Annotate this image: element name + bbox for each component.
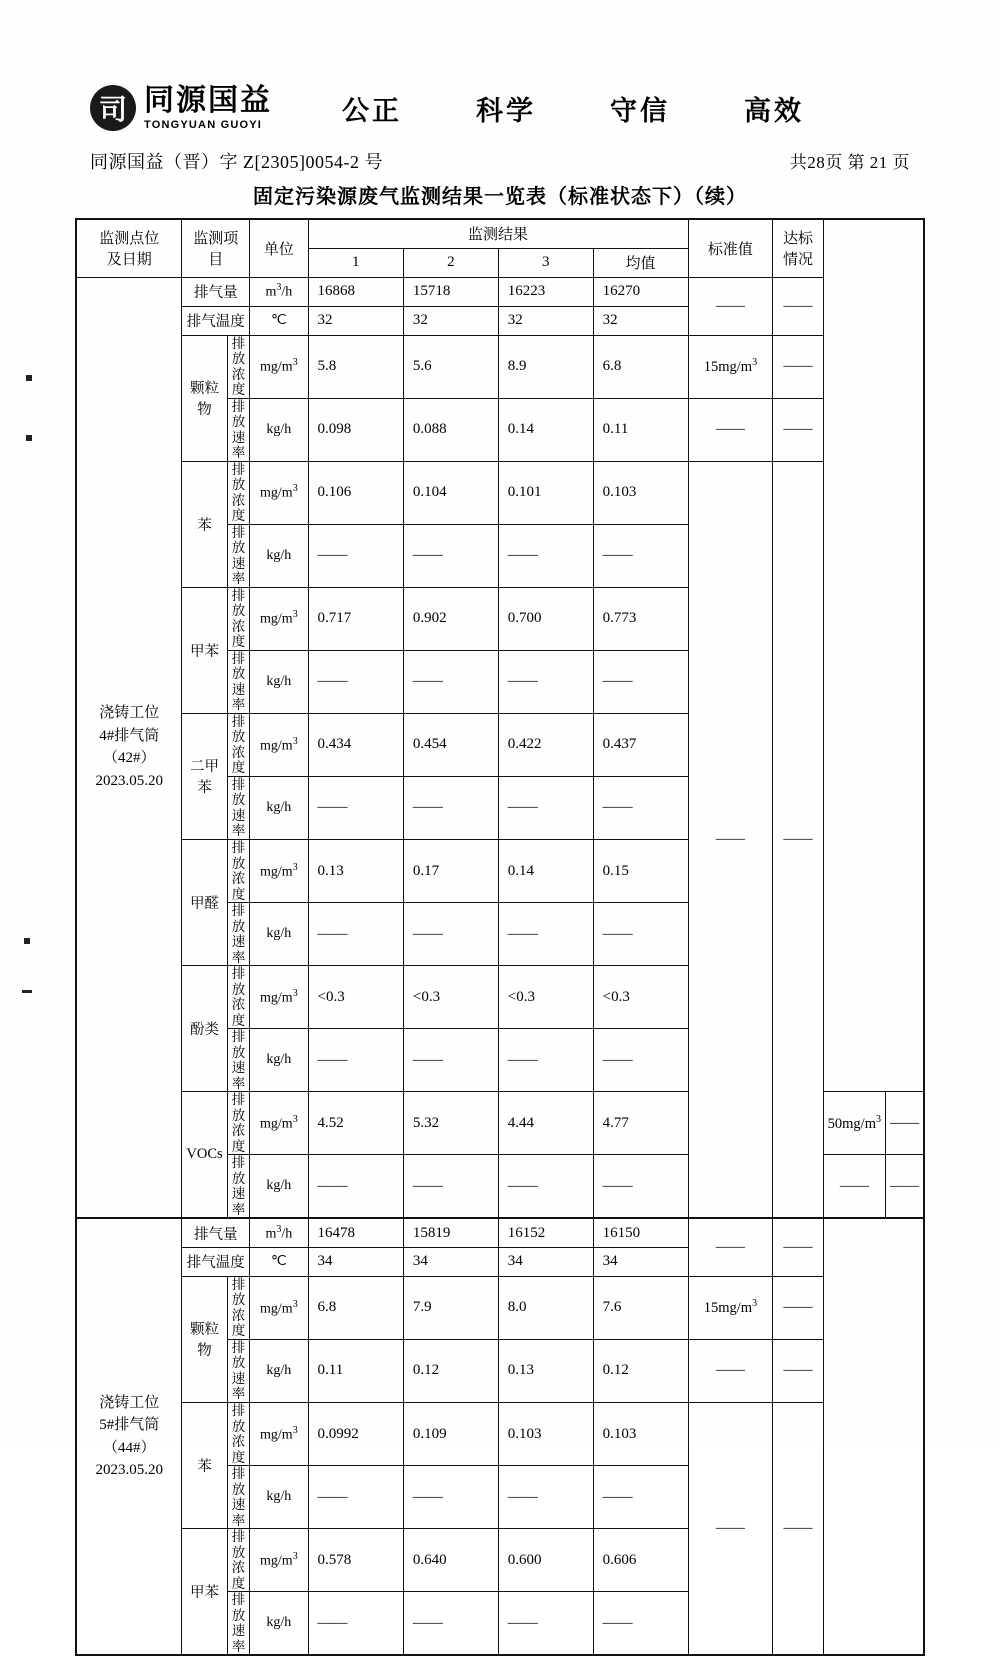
result-value: ——	[498, 776, 593, 839]
result-value: ——	[308, 524, 403, 587]
item-name: 甲苯	[182, 1529, 227, 1656]
result-value: 32	[308, 306, 403, 335]
result-value: <0.3	[498, 966, 593, 1029]
result-value: ——	[403, 1029, 498, 1092]
result-value: ——	[403, 1466, 498, 1529]
item-subtype: 排放 速率	[227, 1155, 250, 1219]
result-value: ——	[593, 1592, 688, 1656]
item-subtype: 排放 浓度	[227, 1403, 250, 1466]
result-value: 4.44	[498, 1092, 593, 1155]
item-subtype: 排放 速率	[227, 1592, 250, 1656]
item-name: 甲醛	[182, 840, 227, 966]
unit-cell: kg/h	[250, 903, 308, 966]
result-value: ——	[308, 1466, 403, 1529]
result-value: ——	[498, 1466, 593, 1529]
header-results: 监测结果	[308, 219, 688, 248]
item-subtype: 排放 速率	[227, 650, 250, 713]
unit-cell: $m^3/h$	[250, 277, 308, 306]
result-value: ——	[308, 650, 403, 713]
result-value: 0.104	[403, 461, 498, 524]
result-value: ——	[403, 776, 498, 839]
item-name: VOCs	[182, 1092, 227, 1219]
item-subtype: 排放 速率	[227, 1029, 250, 1092]
result-value: 32	[593, 306, 688, 335]
result-value: ——	[308, 776, 403, 839]
unit-cell: kg/h	[250, 398, 308, 461]
result-value: 8.9	[498, 335, 593, 398]
compliance-value: ——	[773, 1403, 823, 1656]
circle-logo-icon: 司	[90, 85, 136, 131]
result-value: ——	[403, 650, 498, 713]
unit-cell: $mg/m^3$	[250, 966, 308, 1029]
result-value: 0.13	[498, 1339, 593, 1402]
result-value: ——	[498, 1029, 593, 1092]
item-name: 排气量	[182, 277, 250, 306]
item-subtype: 排放 速率	[227, 903, 250, 966]
standard-value: ——	[688, 1403, 773, 1656]
header-site-date: 监测点位 及日期	[76, 219, 182, 277]
result-value: 0.12	[593, 1339, 688, 1402]
result-value: ——	[403, 1155, 498, 1219]
result-value: ——	[308, 1029, 403, 1092]
result-value: 0.600	[498, 1529, 593, 1592]
compliance-value: ——	[886, 1155, 925, 1219]
item-name: 颗粒物	[182, 335, 227, 461]
result-value: ——	[498, 1155, 593, 1219]
result-value: ——	[498, 903, 593, 966]
scan-artifact	[22, 990, 32, 993]
site-date-cell: 浇铸工位 4#排气筒 （42#） 2023.05.20	[76, 277, 182, 1218]
result-value: 34	[308, 1247, 403, 1276]
result-value: ——	[593, 1155, 688, 1219]
result-value: 0.11	[593, 398, 688, 461]
page-number: 共28页 第 21 页	[789, 153, 910, 172]
result-value: 4.77	[593, 1092, 688, 1155]
unit-cell: $m^3/h$	[250, 1218, 308, 1247]
result-value: 34	[403, 1247, 498, 1276]
result-value: 0.578	[308, 1529, 403, 1592]
header-unit: 单位	[250, 219, 308, 277]
unit-cell: $mg/m^3$	[250, 587, 308, 650]
document-meta-line	[90, 148, 910, 174]
result-value: ——	[403, 524, 498, 587]
header-result-3: 3	[498, 248, 593, 277]
result-value: 0.454	[403, 713, 498, 776]
unit-cell: kg/h	[250, 1155, 308, 1219]
item-subtype: 排放 浓度	[227, 461, 250, 524]
standard-value: ——	[688, 1339, 773, 1402]
table-row	[76, 335, 924, 398]
result-value: 16478	[308, 1218, 403, 1247]
result-value: 0.17	[403, 840, 498, 903]
standard-value: ——	[688, 277, 773, 335]
page-title: 固定污染源废气监测结果一览表（标准状态下）（续）	[253, 186, 747, 208]
result-value: ——	[403, 903, 498, 966]
result-value: ——	[593, 524, 688, 587]
unit-cell: $mg/m^3$	[250, 1403, 308, 1466]
scan-artifact	[26, 375, 32, 381]
result-value: 0.103	[593, 461, 688, 524]
item-name: 排气温度	[182, 306, 250, 335]
item-name: 苯	[182, 461, 227, 587]
result-value: 0.606	[593, 1529, 688, 1592]
item-subtype: 排放 速率	[227, 398, 250, 461]
result-value: 0.11	[308, 1339, 403, 1402]
slogan-group	[342, 89, 804, 128]
result-value: 0.088	[403, 398, 498, 461]
unit-cell: $mg/m^3$	[250, 1276, 308, 1339]
result-value: ——	[498, 524, 593, 587]
table-row	[76, 461, 924, 524]
result-value: 32	[498, 306, 593, 335]
result-value: 16150	[593, 1218, 688, 1247]
result-value: ——	[593, 650, 688, 713]
unit-cell: $mg/m^3$	[250, 1092, 308, 1155]
standard-value: $15mg/m^3$	[688, 1276, 773, 1339]
company-logo	[90, 85, 272, 131]
result-value: 4.52	[308, 1092, 403, 1155]
item-name: 排气量	[182, 1218, 250, 1247]
result-value: 16223	[498, 277, 593, 306]
unit-cell: $mg/m^3$	[250, 713, 308, 776]
result-value: 16868	[308, 277, 403, 306]
result-value: 7.9	[403, 1276, 498, 1339]
result-value: 32	[403, 306, 498, 335]
header-item: 监测项目	[182, 219, 250, 277]
result-value: 0.422	[498, 713, 593, 776]
item-subtype: 排放 浓度	[227, 713, 250, 776]
unit-cell: kg/h	[250, 524, 308, 587]
result-value: 0.717	[308, 587, 403, 650]
compliance-value: ——	[773, 461, 823, 1218]
result-value: 5.32	[403, 1092, 498, 1155]
result-value: 34	[593, 1247, 688, 1276]
unit-cell: $mg/m^3$	[250, 840, 308, 903]
unit-cell: kg/h	[250, 1029, 308, 1092]
unit-cell: kg/h	[250, 650, 308, 713]
item-subtype: 排放 速率	[227, 524, 250, 587]
result-value: 0.103	[593, 1403, 688, 1466]
table-row	[76, 1218, 924, 1247]
header-result-2: 2	[403, 248, 498, 277]
standard-value: $50mg/m^3$	[823, 1092, 885, 1155]
header-compliance: 达标 情况	[773, 219, 823, 277]
item-name: 二甲苯	[182, 713, 227, 839]
unit-cell: $mg/m^3$	[250, 1529, 308, 1592]
item-subtype: 排放 浓度	[227, 587, 250, 650]
table-header-row	[76, 219, 924, 248]
result-value: 0.434	[308, 713, 403, 776]
result-value: 16270	[593, 277, 688, 306]
result-value: ——	[403, 1592, 498, 1656]
item-subtype: 排放 浓度	[227, 335, 250, 398]
compliance-value: ——	[773, 335, 823, 398]
compliance-value: ——	[773, 1276, 823, 1339]
result-value: ——	[308, 1155, 403, 1219]
result-value: 0.106	[308, 461, 403, 524]
slogan-word-2: 科学	[476, 95, 536, 126]
standard-value: ——	[688, 1218, 773, 1276]
result-value: 0.773	[593, 587, 688, 650]
item-subtype: 排放 浓度	[227, 1092, 250, 1155]
unit-cell: kg/h	[250, 1466, 308, 1529]
unit-cell: $mg/m^3$	[250, 461, 308, 524]
result-value: 0.14	[498, 398, 593, 461]
slogan-word-1: 公正	[342, 95, 402, 126]
result-value: 7.6	[593, 1276, 688, 1339]
result-value: ——	[498, 1592, 593, 1656]
item-subtype: 排放 速率	[227, 1339, 250, 1402]
result-value: 8.0	[498, 1276, 593, 1339]
scan-artifact	[26, 435, 32, 441]
compliance-value: ——	[773, 277, 823, 335]
result-value: 0.902	[403, 587, 498, 650]
result-value: 15819	[403, 1218, 498, 1247]
table-body	[76, 219, 924, 1655]
result-value: ——	[593, 903, 688, 966]
unit-cell: ℃	[250, 1247, 308, 1276]
header-result-4: 均值	[593, 248, 688, 277]
result-value: 0.437	[593, 713, 688, 776]
result-value: 0.13	[308, 840, 403, 903]
document-number: 同源国益（晋）字 Z[2305]0054-2 号	[90, 152, 383, 172]
item-subtype: 排放 速率	[227, 1466, 250, 1529]
item-name: 颗粒物	[182, 1276, 227, 1402]
document-header	[90, 78, 910, 138]
unit-cell: $mg/m^3$	[250, 335, 308, 398]
result-value: 5.8	[308, 335, 403, 398]
result-value: ——	[593, 776, 688, 839]
result-value: <0.3	[308, 966, 403, 1029]
result-value: 34	[498, 1247, 593, 1276]
slogan-word-3: 守信	[610, 95, 670, 126]
result-value: 16152	[498, 1218, 593, 1247]
header-result-1: 1	[308, 248, 403, 277]
result-value: 6.8	[308, 1276, 403, 1339]
result-value: 0.700	[498, 587, 593, 650]
result-value: ——	[308, 903, 403, 966]
item-subtype: 排放 速率	[227, 776, 250, 839]
result-value: 0.0992	[308, 1403, 403, 1466]
site-date-cell: 浇铸工位 5#排气筒 （44#） 2023.05.20	[76, 1218, 182, 1655]
item-subtype: 排放 浓度	[227, 840, 250, 903]
scan-artifact	[24, 938, 30, 944]
result-value: 0.12	[403, 1339, 498, 1402]
unit-cell: kg/h	[250, 776, 308, 839]
result-value: ——	[308, 1592, 403, 1656]
result-value: 0.640	[403, 1529, 498, 1592]
unit-cell: kg/h	[250, 1592, 308, 1656]
result-value: ——	[593, 1466, 688, 1529]
standard-value: $15mg/m^3$	[688, 335, 773, 398]
item-subtype: 排放 浓度	[227, 966, 250, 1029]
table-row	[76, 277, 924, 306]
item-name: 甲苯	[182, 587, 227, 713]
result-value: <0.3	[593, 966, 688, 1029]
monitoring-results-table	[75, 218, 925, 1656]
compliance-value: ——	[773, 1218, 823, 1276]
result-value: <0.3	[403, 966, 498, 1029]
result-value: 0.109	[403, 1403, 498, 1466]
result-value: ——	[593, 1029, 688, 1092]
standard-value: ——	[823, 1155, 885, 1219]
item-name: 酚类	[182, 966, 227, 1092]
result-value: 0.098	[308, 398, 403, 461]
result-value: 0.15	[593, 840, 688, 903]
result-value: 5.6	[403, 335, 498, 398]
result-value: ——	[498, 650, 593, 713]
result-value: 0.101	[498, 461, 593, 524]
result-value: 6.8	[593, 335, 688, 398]
standard-value: ——	[688, 398, 773, 461]
table-row	[76, 1276, 924, 1339]
result-value: 0.14	[498, 840, 593, 903]
logo-company-name-en: TONGYUAN GUOYI	[144, 118, 263, 131]
unit-cell: ℃	[250, 306, 308, 335]
result-value: 0.103	[498, 1403, 593, 1466]
compliance-value: ——	[773, 1339, 823, 1402]
logo-company-name-cn: 同源国益	[144, 84, 272, 118]
result-value: 15718	[403, 277, 498, 306]
item-subtype: 排放 浓度	[227, 1529, 250, 1592]
slogan-word-4: 高效	[744, 95, 804, 126]
unit-cell: kg/h	[250, 1339, 308, 1402]
item-subtype: 排放 浓度	[227, 1276, 250, 1339]
item-name: 苯	[182, 1403, 227, 1529]
table-row	[76, 1403, 924, 1466]
header-standard: 标准值	[688, 219, 773, 277]
standard-value: ——	[688, 461, 773, 1218]
item-name: 排气温度	[182, 1247, 250, 1276]
compliance-value: ——	[886, 1092, 925, 1155]
compliance-value: ——	[773, 398, 823, 461]
